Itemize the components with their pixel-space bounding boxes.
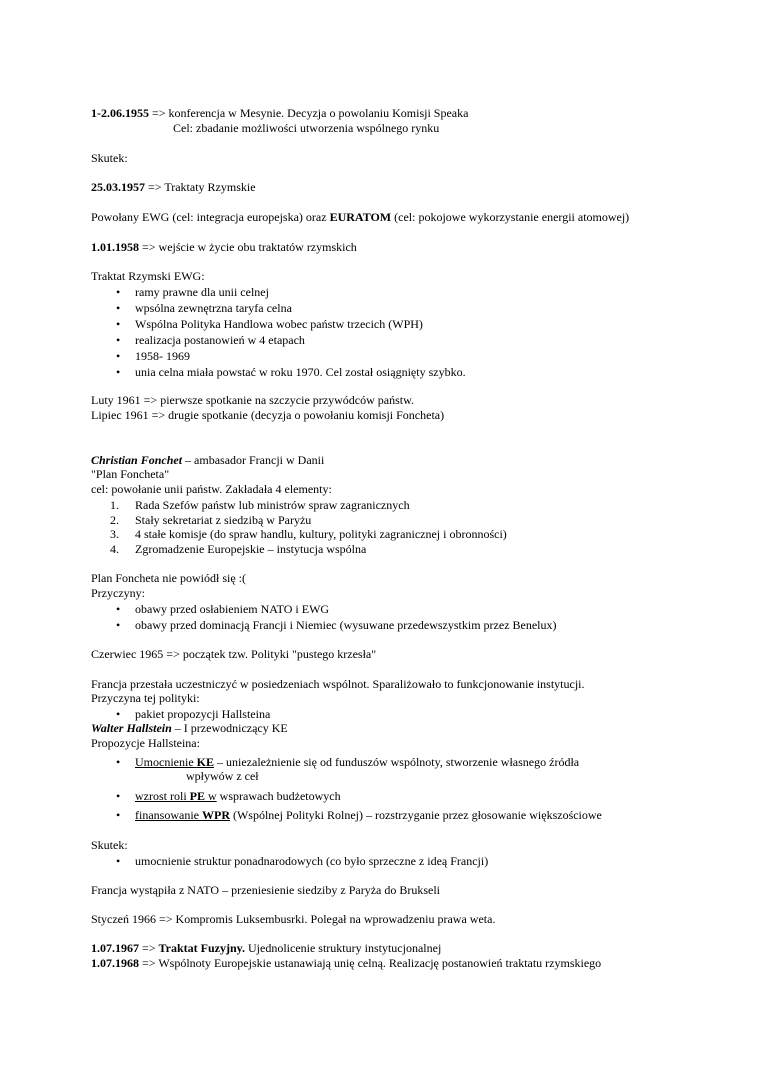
list-item: wzrost roli PE w wsprawach budżetowych [135,789,341,803]
bullet: • [116,285,121,299]
list-item: pakiet propozycji Hallsteina [135,707,271,721]
skutek-heading-2: Skutek: [91,838,128,852]
list-item: Umocnienie KE – uniezależnienie się od funduszów wspólnoty, stworzenie własnego źródła [135,755,580,769]
list-item: ramy prawne dla unii celnej [135,285,269,299]
bullet: • [116,301,121,315]
plan-goal: cel: powołanie unii państw. Zakładała 4 elementy: [91,482,332,496]
line-feb-1961: Luty 1961 => pierwsze spotkanie na szczycie przywódców państw. [91,393,414,407]
list-item: Wspólna Polityka Handlowa wobec państw trzecich (WPH) [135,317,423,331]
list-item-continuation: wpływów z ceł [186,769,259,783]
line-ewg-euratom: Powołany EWG (cel: integracja europejska) oraz EURATOM (cel: pokojowe wykorzystanie energii atomowej) [91,210,630,224]
list-item: wpsólna zewnętrzna taryfa celna [135,301,292,315]
bullet: • [116,317,121,331]
rome-ewg-heading: Traktat Rzymski EWG: [91,269,205,283]
skutek-heading: Skutek: [91,151,128,165]
list-item: obawy przed osłabieniem NATO i EWG [135,602,330,616]
list-number: 3. [110,527,119,541]
bullet: • [116,789,121,803]
bullet: • [116,365,121,379]
line-conference: 1-2.06.1955 => konferencja w Mesynie. Decyzja o powolaniu Komisji Speaka [91,106,469,120]
list-number: 2. [110,513,119,527]
list-item: Stały sekretariat z siedzibą w Paryżu [135,513,312,527]
line-fonchet: Christian Fonchet – ambasador Francji w Danii [91,453,325,467]
hallstein-props-heading: Propozycje Hallsteina: [91,736,200,750]
list-item: obawy przed dominacją Francji i Niemiec (wysuwane przedewszystkim przez Benelux) [135,618,557,632]
list-item: Rada Szefów państw lub ministrów spraw zagranicznych [135,498,410,512]
line-jul-1961: Lipiec 1961 => drugie spotkanie (decyzja o powołaniu komisji Foncheta) [91,408,445,422]
line-1967: 1.07.1967 => Traktat Fuzyjny. Ujednolicenie struktury instytucjonalnej [91,941,442,955]
bullet: • [116,854,121,868]
list-number: 4. [110,542,119,556]
line-1958: 1.01.1958 => wejście w życie obu traktatów rzymskich [91,240,357,254]
line-goal: Cel: zbadanie możliwości utworzenia wspólnego rynku [173,121,440,135]
list-item: realizacja postanowień w 4 etapach [135,333,305,347]
bullet: • [116,349,121,363]
reasons-heading: Przyczyny: [91,586,145,600]
line-1968: 1.07.1968 => Wspólnoty Europejskie ustanawiają unię celną. Realizację postanowień traktatu rzymskiego [91,956,602,970]
list-number: 1. [110,498,119,512]
list-item: umocnienie struktur ponadnarodowych (co było sprzeczne z ideą Francji) [135,854,489,868]
list-item: Zgromadzenie Europejskie – instytucja wspólna [135,542,367,556]
bullet: • [116,333,121,347]
list-item: 4 stałe komisje (do spraw handlu, kultury, polityki zagranicznej i obronności) [135,527,507,541]
line-rome-treaties: 25.03.1957 => Traktaty Rzymskie [91,180,256,194]
bullet: • [116,755,121,769]
bullet: • [116,707,121,721]
france-stopped: Francja przestała uczestniczyć w posiedzeniach wspólnot. Sparaliżowało to funkcjonowanie instytucji. [91,677,585,691]
bullet: • [116,618,121,632]
plan-failed: Plan Foncheta nie powiódł się :( [91,571,246,585]
line-1965: Czerwiec 1965 => początek tzw. Polityki "pustego krzesła" [91,647,377,661]
list-item: finansowanie WPR (Wspólnej Polityki Rolnej) – rozstrzyganie przez głosowanie większościowe [135,808,602,822]
list-item: 1958- 1969 [135,349,190,363]
line-hallstein: Walter Hallstein – I przewodniczący KE [91,721,288,735]
policy-reason: Przyczyna tej polityki: [91,691,200,705]
plan-title: "Plan Foncheta" [91,467,170,481]
line-1966: Styczeń 1966 => Kompromis Luksembusrki. Polegał na wprowadzeniu prawa weta. [91,912,496,926]
line-nato: Francja wystąpiła z NATO – przeniesienie siedziby z Paryża do Brukseli [91,883,441,897]
list-item: unia celna miała powstać w roku 1970. Cel został osiągnięty szybko. [135,365,466,379]
bullet: • [116,808,121,822]
bullet: • [116,602,121,616]
